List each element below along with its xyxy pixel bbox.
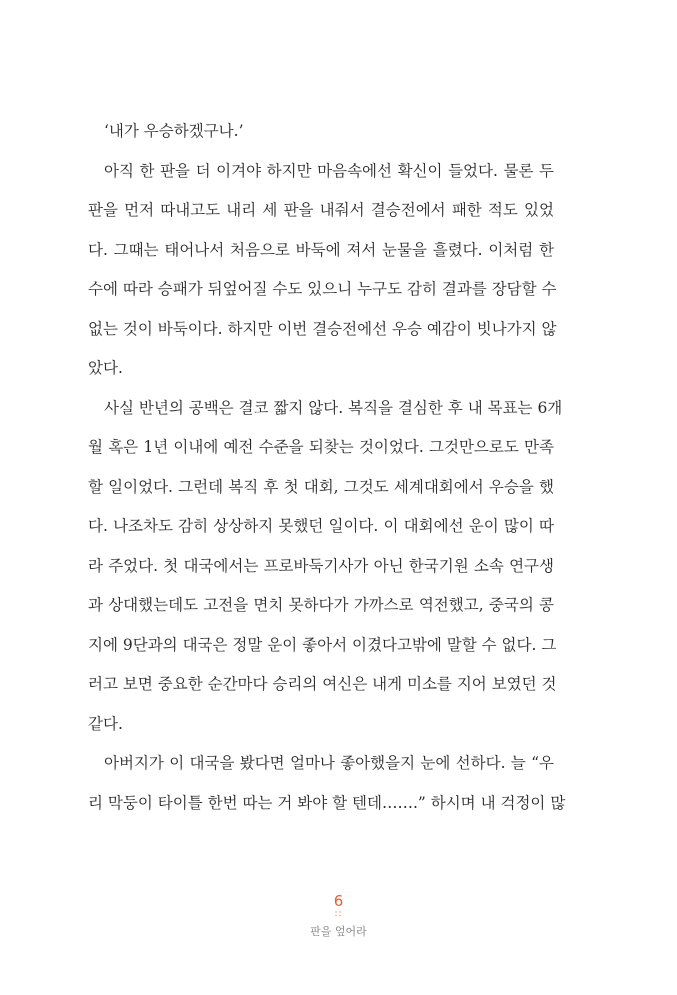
text-line: 사실 반년의 공백은 결코 짧지 않다. 복직을 결심한 후 내 목표는 6개: [104, 398, 563, 417]
text-line: 지에 9단과의 대국은 정말 운이 좋아서 이겼다고밖에 말할 수 없다. 그: [88, 635, 557, 654]
text-line: 수에 따라 승패가 뒤엎어질 수도 있으니 누구도 감히 결과를 장담할 수: [88, 280, 557, 298]
text-line: 할 일이었다. 그런데 복직 후 첫 대회, 그것도 세계대회에서 우승을 했: [88, 477, 554, 496]
text-line: 판을 먼저 따내고도 내리 세 판을 내줘서 결승전에서 패한 적도 있었: [88, 201, 554, 219]
text-line: 같다.: [88, 714, 123, 733]
text-line: 과 상대했는데도 고전을 면치 못하다가 가까스로 역전했고, 중국의 콩: [88, 596, 554, 614]
chapter-title: 판을 엎어라: [310, 925, 367, 938]
footer-separator: ::: [334, 909, 343, 919]
text-line: 월 혹은 1년 이내에 예전 수준을 되찾는 것이었다. 그것만으로도 만족: [88, 438, 554, 456]
text-line: 라 주었다. 첫 대국에서는 프로바둑기사가 아닌 한국기원 소속 연구생: [88, 556, 554, 575]
text-line: 아버지가 이 대국을 봤다면 얼마나 좋아했을지 눈에 선하다. 늘 “우: [104, 754, 554, 772]
body-text: [88, 119, 566, 830]
page-number: 6: [333, 892, 344, 910]
text-line: 다. 그때는 태어나서 처음으로 바둑에 져서 눈물을 흘렸다. 이처럼 한: [88, 240, 554, 259]
text-line: 없는 것이 바둑이다. 하지만 이번 결승전에선 우승 예감이 빗나가지 않: [88, 319, 557, 338]
text-line: 아직 한 판을 더 이겨야 하지만 마음속에선 확신이 들었다. 물론 두: [104, 161, 554, 180]
text-line: 러고 보면 중요한 순간마다 승리의 여신은 내게 미소를 지어 보였던 것: [88, 675, 557, 693]
text-line: 았다.: [88, 359, 123, 377]
text-line: ‘내가 우승하겠구나.’: [104, 122, 244, 140]
text-line: 리 막둥이 타이틀 한번 따는 거 봐야 할 텐데…….” 하시며 내 걱정이 많: [88, 793, 566, 812]
text-line: 다. 나조차도 감히 상상하지 못했던 일이다. 이 대회에선 운이 많이 따: [88, 517, 554, 535]
